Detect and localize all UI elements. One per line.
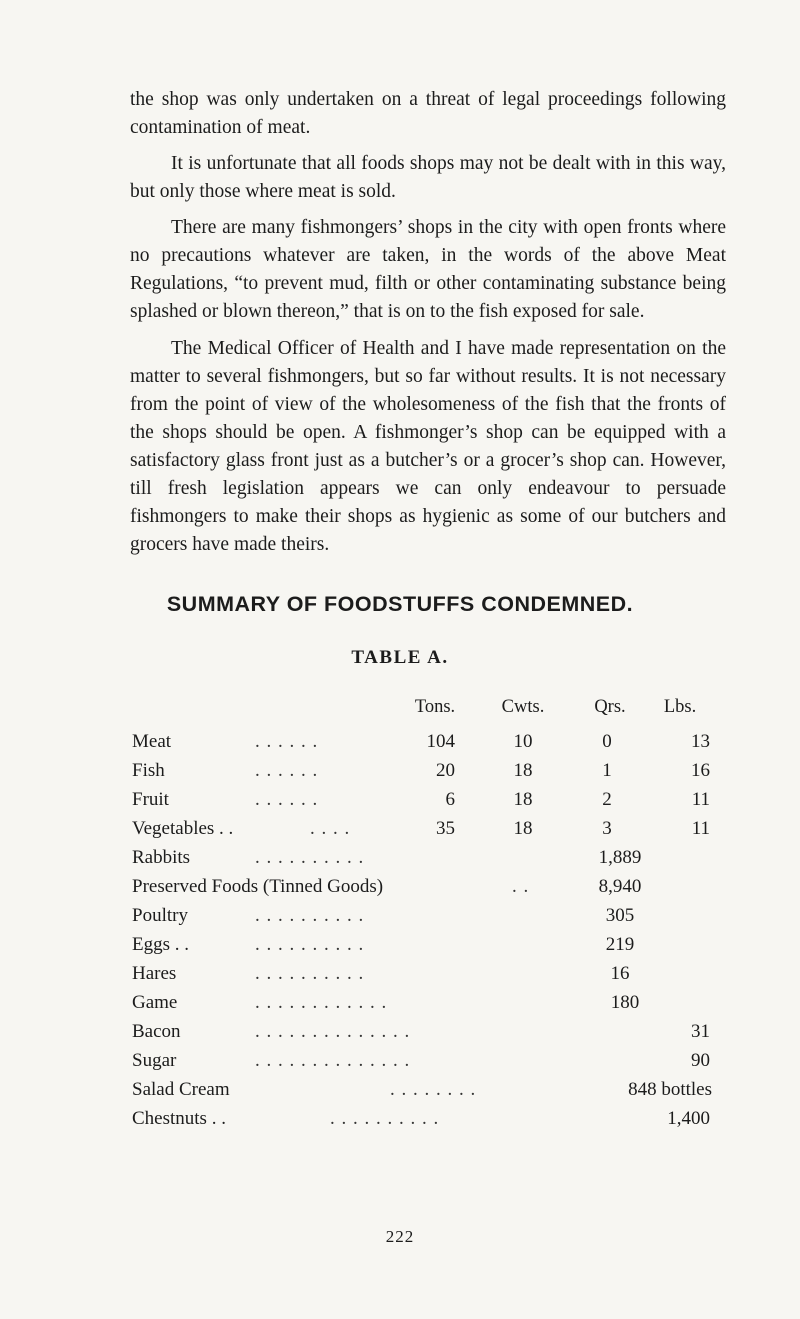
table-row xyxy=(0,789,800,815)
leader-dots: . . . . . . . . . . xyxy=(255,905,365,926)
row-item: Fish xyxy=(132,760,165,781)
row-cwts: 18 xyxy=(513,760,533,781)
summary-title: SUMMARY OF FOODSTUFFS CONDEMNED. xyxy=(166,592,634,616)
row-qrs: 0 xyxy=(602,731,612,752)
table-row xyxy=(0,992,800,1018)
row-tons: 35 xyxy=(436,818,455,839)
row-item: Rabbits xyxy=(132,847,191,868)
row-tons: 6 xyxy=(445,789,455,810)
table-row xyxy=(0,905,800,931)
leader-dots: . . . . . . . . . . . . xyxy=(255,992,388,1013)
row-item: Salad Cream xyxy=(132,1079,230,1100)
row-value: 1,889 xyxy=(598,847,642,868)
paragraph-3: There are many fishmongers’ shops in the city with open fronts where no precautions whatever are taken, in the words of the above Meat Regulations, “to prevent mud, filth or other contaminating substance being splashed or blown thereon,” that is on to the fish exposed for sale. xyxy=(130,217,726,322)
row-item: Chestnuts . . xyxy=(132,1108,226,1129)
row-cwts: 10 xyxy=(513,731,533,752)
row-value: 16 xyxy=(610,963,630,984)
row-cwts: 18 xyxy=(513,789,533,810)
row-item: Game xyxy=(132,992,178,1013)
table-row xyxy=(0,963,800,989)
leader-dots: . . . . . . . . . . xyxy=(255,963,365,984)
row-cwts: 18 xyxy=(513,818,533,839)
row-item: Vegetables . . xyxy=(132,818,234,839)
leader-dots: . . . . xyxy=(310,818,351,839)
paragraph-2: It is unfortunate that all foods shops may not be dealt with in this way, but only those where meat is sold. xyxy=(130,153,726,202)
row-item: Preserved Foods (Tinned Goods) xyxy=(132,876,384,897)
paragraph-4: The Medical Officer of Health and I have made representation on the matter to several fishmongers, but so far without results. It is not necessary from the point of view of the wholesomeness of the fish that the fronts of the shops should be open. A fishmonger’s shop can be equipped with a satisfactory glass front just as a butcher’s or a grocer’s shop can. However, till fresh legislation appears we can only endeavour to persuade fishmongers to make their shops as hygienic as some of our butchers and grocers have made theirs. xyxy=(130,338,726,555)
row-value: 31 xyxy=(691,1021,710,1042)
row-value: 848 bottles xyxy=(628,1079,712,1100)
paragraph-1: the shop was only undertaken on a threat of legal proceedings following contamination of meat. xyxy=(130,89,726,138)
table-row xyxy=(0,731,800,757)
row-lbs: 16 xyxy=(691,760,710,781)
row-item: Sugar xyxy=(132,1050,177,1071)
table-row xyxy=(0,1108,800,1134)
row-value: 90 xyxy=(691,1050,710,1071)
row-qrs: 3 xyxy=(602,818,612,839)
table-row xyxy=(0,847,800,873)
row-value: 8,940 xyxy=(598,876,642,897)
row-qrs: 2 xyxy=(602,789,612,810)
leader-dots: . . . . . . . . . . xyxy=(255,847,365,868)
row-lbs: 13 xyxy=(691,731,710,752)
table-row xyxy=(0,760,800,786)
row-item: Poultry xyxy=(132,905,188,926)
row-tons: 104 xyxy=(426,731,455,752)
header-cwts: Cwts. xyxy=(501,697,545,717)
header-qrs: Qrs. xyxy=(594,697,626,717)
row-item: Hares xyxy=(132,963,177,984)
row-value: 219 xyxy=(605,934,635,955)
table-row xyxy=(0,1050,800,1076)
leader-dots: . . . . . . xyxy=(255,760,319,781)
row-item: Fruit xyxy=(132,789,169,810)
row-value: 1,400 xyxy=(667,1108,710,1129)
row-value: 305 xyxy=(605,905,635,926)
row-qrs: 1 xyxy=(602,760,612,781)
leader-dots: . . . . . . . . xyxy=(390,1079,477,1100)
table-row xyxy=(0,818,800,844)
leader-dots: . . . . . . . . . . xyxy=(330,1108,440,1129)
table-row xyxy=(0,934,800,960)
header-tons: Tons. xyxy=(414,697,456,717)
leader-dots: . . . . . . xyxy=(255,789,319,810)
table-row xyxy=(0,1021,800,1047)
page-number: 222 xyxy=(385,1227,415,1246)
leader-dots: . . . . . . . . . . xyxy=(255,934,365,955)
row-tons: 20 xyxy=(436,760,455,781)
table-subtitle: TABLE A. xyxy=(351,647,449,668)
table-row xyxy=(0,876,800,902)
leader-dots: . . . . . . . . . . . . . . xyxy=(255,1050,411,1071)
leader-dots: . . xyxy=(512,876,530,897)
row-value: 180 xyxy=(610,992,640,1013)
row-item: Eggs . . xyxy=(132,934,189,955)
row-lbs: 11 xyxy=(691,789,710,810)
leader-dots: . . . . . . . . . . . . . . xyxy=(255,1021,411,1042)
row-item: Meat xyxy=(132,731,172,752)
leader-dots: . . . . . . xyxy=(255,731,319,752)
row-lbs: 11 xyxy=(691,818,710,839)
row-item: Bacon xyxy=(132,1021,181,1042)
table-row xyxy=(0,1079,800,1105)
header-lbs: Lbs. xyxy=(663,697,697,717)
